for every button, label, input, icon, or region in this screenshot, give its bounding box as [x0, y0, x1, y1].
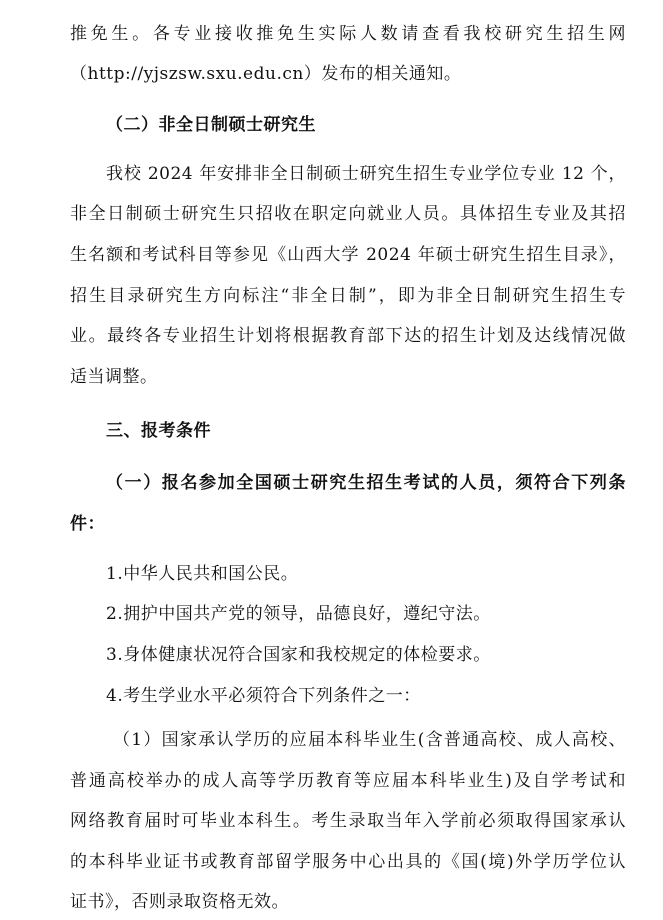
paragraph-line: 非全日制硕士研究生只招收在职定向就业人员。具体招生专业及其招 [70, 204, 626, 224]
paragraph-line: 推免生。各专业接收推免生实际人数请查看我校研究生招生网 [70, 24, 626, 44]
paragraph-line: 业。最终各专业招生计划将根据教育部下达的招生计划及达线情况做 [70, 326, 626, 346]
paragraph-line: 生名额和考试科目等参见《山西大学 2024 年硕士研究生招生目录》， [70, 245, 626, 265]
section-heading-part-time-masters: （二）非全日制硕士研究生 [106, 115, 316, 135]
paragraph-line: 证书》，否则录取资格无效。 [70, 892, 289, 912]
list-item: 2.拥护中国共产党的领导，品德良好，遵纪守法。 [106, 604, 491, 624]
paragraph-line: 我校 2024 年安排非全日制硕士研究生招生专业学位专业 12 个， [106, 164, 626, 184]
list-item: 4.考生学业水平必须符合下列条件之一： [106, 686, 421, 706]
paragraph-line: 网络教育届时可毕业本科生。考生录取当年入学前必须取得国家承认 [70, 811, 626, 831]
paragraph-line: （http://yjszsw.sxu.edu.cn）发布的相关通知。 [70, 64, 462, 84]
paragraph-line: 适当调整。 [70, 367, 158, 387]
subsection-heading-requirements-cont: 件： [70, 514, 105, 534]
paragraph-line: （1）国家承认学历的应届本科毕业生(含普通高校、成人高校、 [113, 730, 626, 750]
list-item: 1.中华人民共和国公民。 [106, 564, 299, 584]
list-item: 3.身体健康状况符合国家和我校规定的体检要求。 [106, 645, 491, 665]
section-heading-eligibility: 三、报考条件 [106, 421, 211, 441]
paragraph-line: 招生目录研究生方向标注“非全日制”，即为非全日制研究生招生专 [70, 286, 626, 306]
paragraph-line: 的本科毕业证书或教育部留学服务中心出具的《国(境)外学历学位认 [70, 852, 626, 872]
paragraph-line: 普通高校举办的成人高等学历教育等应届本科毕业生)及自学考试和 [70, 771, 626, 791]
subsection-heading-requirements: （一）报名参加全国硕士研究生招生考试的人员，须符合下列条 [106, 473, 626, 493]
